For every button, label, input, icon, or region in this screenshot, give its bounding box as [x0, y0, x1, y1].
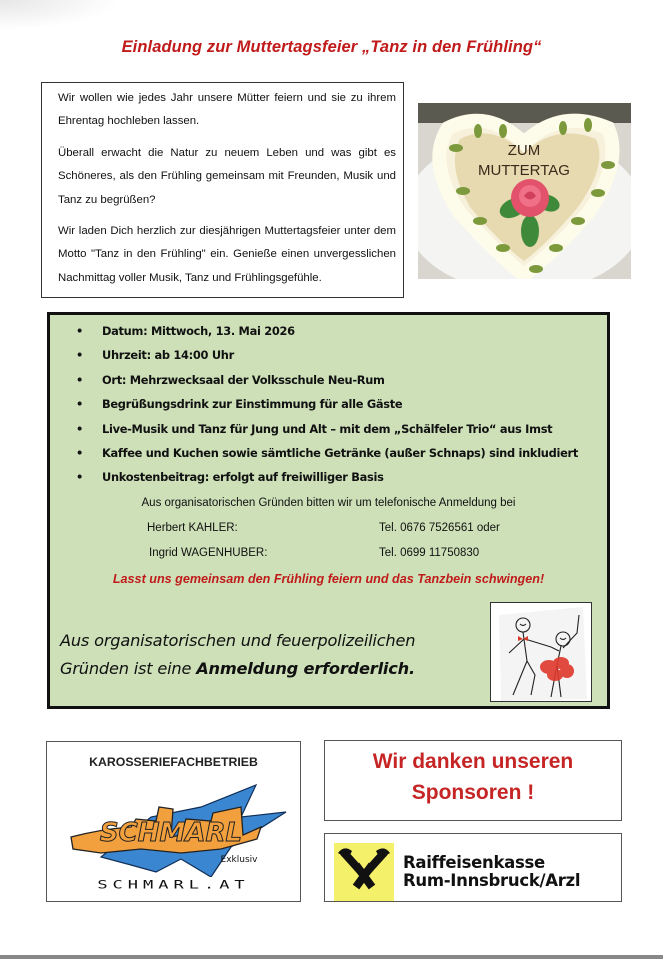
raiffeisen-logo-icon [334, 843, 394, 901]
schmarl-logo-subtext: Exklusiv [220, 855, 258, 865]
detail-item-music: • Live-Musik und Tanz für Jung und Alt – mit dem „Schälfeler Trio“ aus Imst [76, 417, 578, 441]
bullet-icon: • [76, 324, 83, 338]
fire-safety-notice [60, 627, 415, 683]
contact-name-wagenhuber: Ingrid WAGENHUBER: [149, 547, 268, 559]
contact-phone-wagenhuber[interactable]: Tel. 0699 11750830 [379, 547, 480, 559]
cake-illustration [418, 103, 631, 279]
thanks-line2: Sponsoren ! [411, 781, 535, 804]
corner-shadow [0, 0, 120, 30]
detail-item-time: • Uhrzeit: ab 14:00 Uhr [76, 343, 578, 367]
detail-item-location: • Ort: Mehrzwecksaal der Volksschule Neu-Rum [76, 368, 578, 392]
dancing-couple-image [490, 602, 592, 702]
bullet-icon: • [76, 397, 83, 412]
contact-phone-kahler[interactable]: Tel. 0676 7526561 oder [379, 522, 500, 534]
slogan: Lasst uns gemeinsam den Frühling feiern und das Tanzbein schwingen! [112, 572, 545, 586]
sponsor-schmarl[interactable] [46, 741, 301, 902]
registration-note: Aus organisatorischen Gründen bitten wir um telefonische Anmeldung bei [141, 497, 516, 509]
intro-text-box [41, 82, 404, 298]
page-title: Einladung zur Muttertagsfeier „Tanz in den Frühling“ [121, 38, 542, 56]
schmarl-url[interactable]: SCHMARL.AT [97, 878, 250, 892]
intro-paragraph: Überall erwacht die Natur zu neuem Leben und was gibt es Schöneres, als den Frühling gemeinsam mit Freunden, Musik und Tanz zu begrüßen? [58, 146, 396, 206]
raiffeisen-name: Raiffeisenkasse Rum-Innsbruck/Arzl [403, 853, 581, 890]
registration-required-emphasis: Anmeldung erforderlich [196, 659, 409, 678]
bullet-icon: • [76, 348, 83, 363]
cake-text-muttertag: MUTTERTAG [478, 162, 570, 179]
dancing-couple-illustration [491, 603, 591, 701]
event-details-box [47, 312, 610, 709]
cake-image [418, 103, 631, 279]
detail-item-date: • Datum: Mittwoch, 13. Mai 2026 [76, 319, 578, 343]
bullet-icon: • [76, 446, 83, 461]
bullet-icon: • [76, 470, 83, 485]
fire-notice-line1: Aus organisatorischen und feuerpolizeilichen [60, 631, 416, 650]
schmarl-heading: KAROSSERIEFACHBETRIEB [89, 755, 258, 769]
sponsor-thanks-box [324, 740, 622, 821]
raiffeisen-crossed-horses-icon [334, 843, 394, 901]
sponsor-raiffeisen[interactable] [324, 833, 622, 902]
event-details-list [76, 319, 578, 490]
schmarl-logo-text: SCHMARL [99, 818, 243, 848]
bullet-icon: • [76, 372, 83, 387]
intro-paragraph: Wir laden Dich herzlich zur diesjährigen Muttertagsfeier unter dem Motto "Tanz in den Frühling" ein. Genieße einen unvergesslichen Nachmittag voller Musik, Tanz und Frühlingsgefühle. [58, 225, 396, 284]
detail-item-food: • Kaffee und Kuchen sowie sämtliche Getränke (außer Schnaps) sind inkludiert [76, 441, 578, 465]
detail-item-cost: • Unkostenbeitrag: erfolgt auf freiwilliger Basis [76, 465, 578, 489]
detail-item-drink: • Begrüßungsdrink zur Einstimmung für alle Gäste [76, 392, 578, 416]
thanks-line1: Wir danken unseren [372, 750, 574, 773]
schmarl-logo [61, 777, 289, 877]
cake-text-zum: ZUM [507, 142, 541, 159]
contact-name-kahler: Herbert KAHLER: [147, 522, 238, 534]
page-bottom-divider [0, 955, 663, 959]
bullet-icon: • [76, 421, 83, 436]
intro-paragraph: Wir wollen wie jedes Jahr unsere Mütter feiern und sie zu ihrem Ehrentag hochleben lassen. [58, 92, 396, 128]
fire-notice-line2: Gründen ist eine Anmeldung erforderlich. [60, 659, 415, 678]
